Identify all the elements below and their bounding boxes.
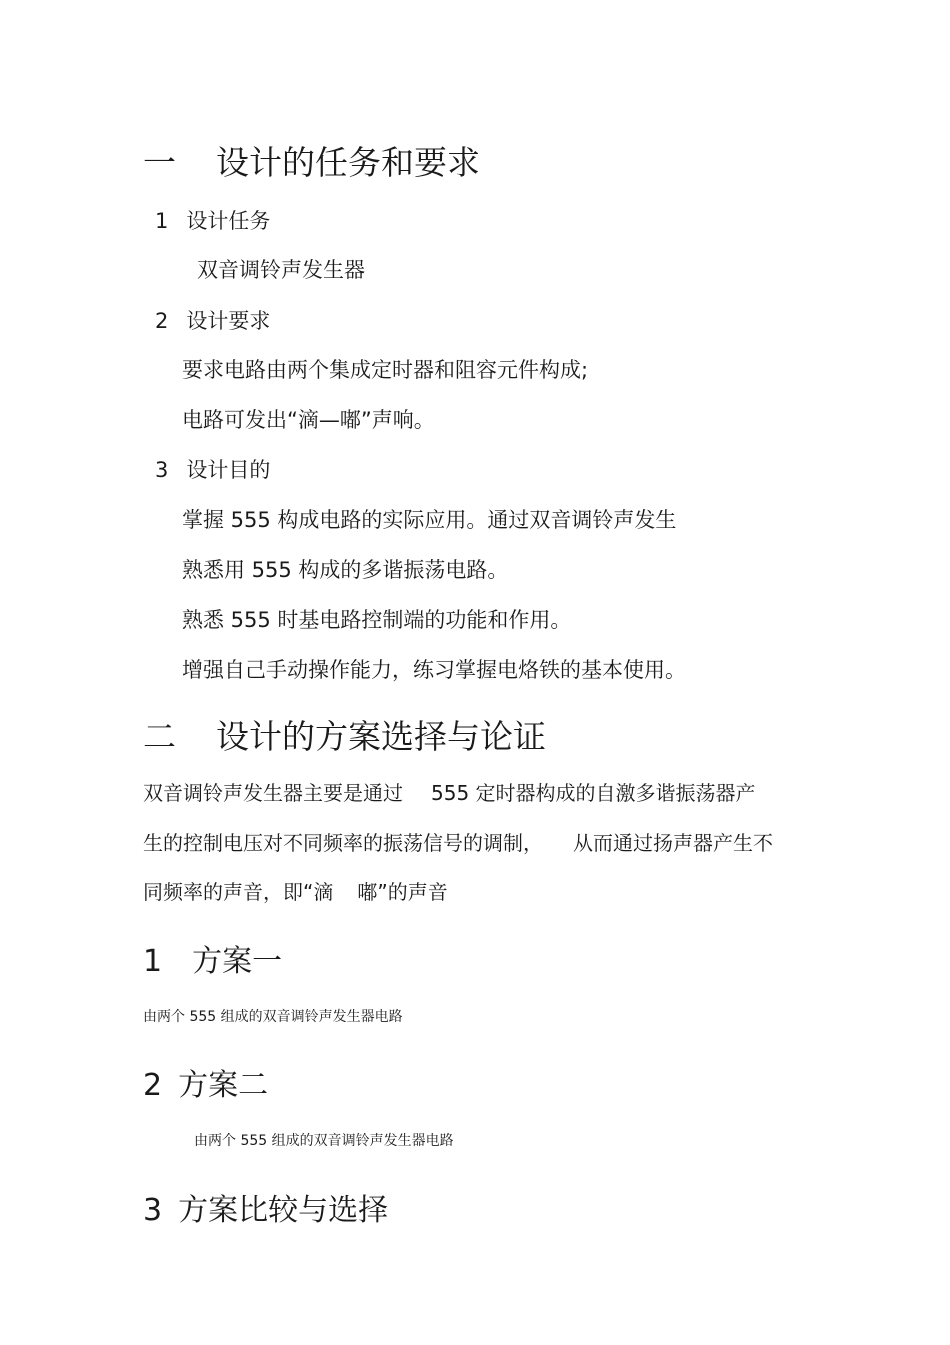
section-2-title: 设计的方案选择与论证: [216, 717, 546, 756]
purpose-heading: [155, 460, 270, 481]
section-2-heading: [143, 717, 546, 756]
plan-3-heading: [143, 1193, 389, 1228]
task-heading: [155, 211, 270, 232]
paragraph-part-1: 双音调铃声发生器主要是通过: [143, 781, 403, 805]
purpose-line-1: 掌握 555 构成电路的实际应用。通过双音调铃声发生: [182, 508, 677, 532]
requirement-number: 2: [155, 309, 169, 333]
paragraph-part-4: 从而通过扬声器产生不: [573, 831, 773, 855]
paragraph-line-2: [143, 833, 773, 853]
requirement-line-2: 电路可发出“滴—嘟”声响。: [182, 408, 435, 432]
paragraph-part-5: 同频率的声音，即“滴: [143, 880, 334, 904]
plan-1-title: 方案一: [192, 944, 283, 979]
purpose-number: 3: [155, 458, 169, 482]
plan-2-number: 2: [143, 1068, 163, 1103]
task-line-1: 双音调铃声发生器: [197, 258, 365, 282]
section-2-number: 二: [143, 717, 176, 756]
purpose-line-2: 熟悉用 555 构成的多谐振荡电路。: [182, 558, 509, 582]
plan-1-desc: 由两个 555 组成的双音调铃声发生器电路: [143, 1009, 403, 1025]
task-title: 设计任务: [186, 209, 271, 233]
plan-1-heading: [143, 944, 283, 979]
purpose-line-4: 增强自己手动操作能力，练习掌握电烙铁的基本使用。: [182, 658, 686, 682]
section-1-title: 设计的任务和要求: [216, 143, 480, 182]
plan-2-heading: [143, 1068, 269, 1103]
purpose-line-3: 熟悉 555 时基电路控制端的功能和作用。: [182, 608, 572, 632]
task-number: 1: [155, 209, 169, 233]
paragraph-part-2: 555 定时器构成的自激多谐振荡器产: [431, 781, 756, 805]
plan-2-desc: 由两个 555 组成的双音调铃声发生器电路: [194, 1133, 454, 1149]
purpose-title: 设计目的: [186, 458, 271, 482]
requirement-line-1: 要求电路由两个集成定时器和阻容元件构成;: [182, 358, 589, 382]
paragraph-line-3: [143, 882, 448, 902]
plan-3-title: 方案比较与选择: [178, 1193, 389, 1228]
paragraph-line-1: [143, 783, 756, 803]
paragraph-part-3: 生的控制电压对不同频率的振荡信号的调制，: [143, 831, 543, 855]
section-1-number: 一: [143, 143, 176, 182]
plan-1-number: 1: [143, 944, 163, 979]
plan-3-number: 3: [143, 1193, 163, 1228]
paragraph-part-6: 嘟”的声音: [357, 880, 448, 904]
section-1-heading: [143, 143, 480, 182]
requirement-title: 设计要求: [186, 309, 271, 333]
requirement-heading: [155, 311, 270, 332]
plan-2-title: 方案二: [178, 1068, 269, 1103]
